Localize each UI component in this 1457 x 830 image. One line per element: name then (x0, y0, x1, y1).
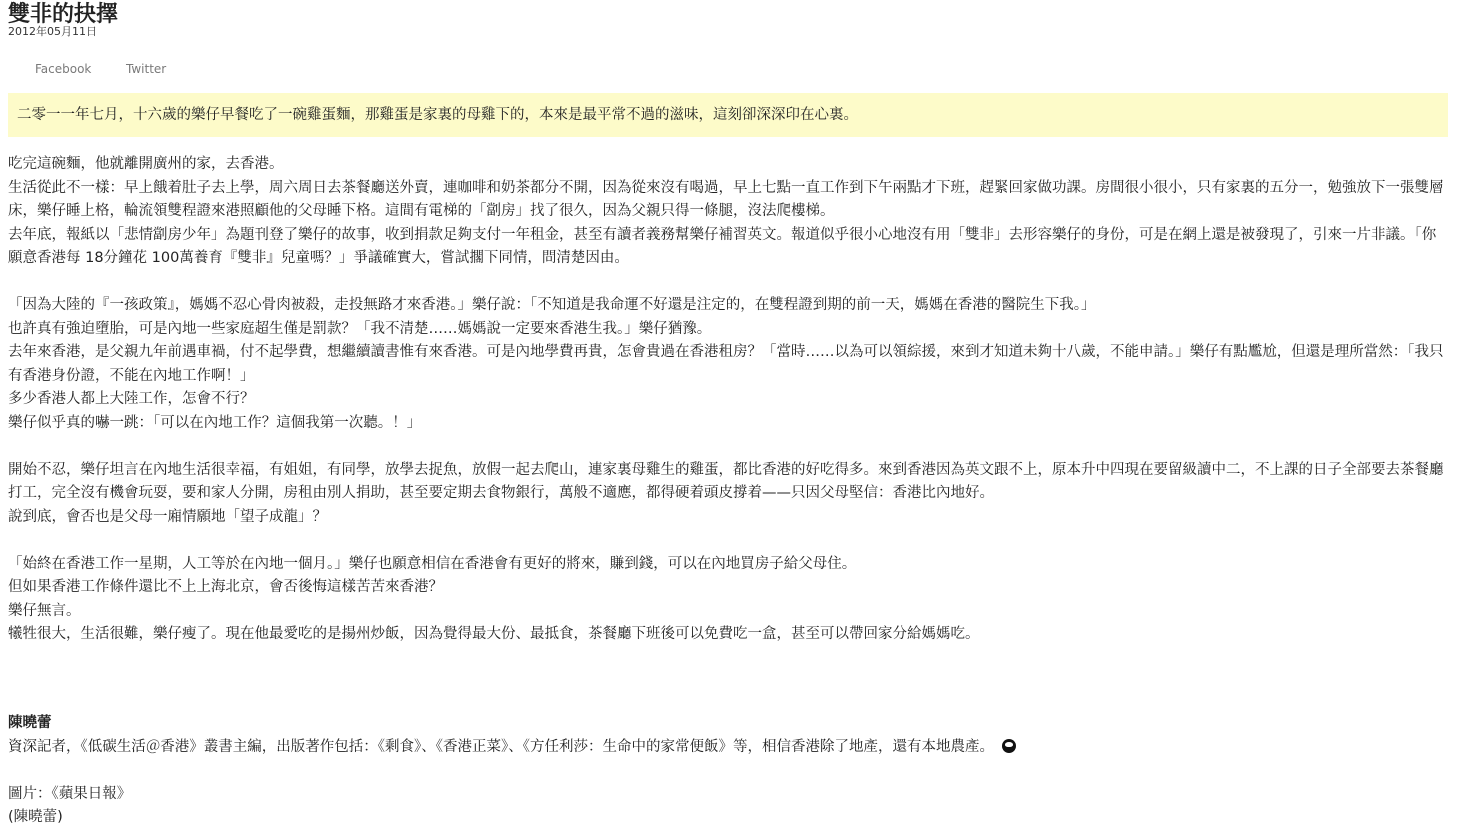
facebook-share-link[interactable]: Facebook (35, 62, 92, 76)
article-date: 2012年05月11日 (8, 25, 97, 38)
paragraph: 生活從此不一樣：早上餓着肚子去上學，周六周日去茶餐廳送外賣，連咖啡和奶茶都分不開，因為從來沒有喝過，早上七點一直工作到下午兩點才下班，趕緊回家做功課。房間很小很小，只有家裏的五分一，勉強放下一張雙層床，樂仔睡上格，輪流領雙程證來港照顧他的父母睡下格。這間有電梯的「劏房」找了很久，因為父親只得一條腿，沒法爬樓梯。 (8, 179, 1444, 219)
paragraph: 去年底，報紙以「悲情劏房少年」為題刊登了樂仔的故事，收到捐款足夠支付一年租金，甚至有讀者義務幫樂仔補習英文。報道似乎很小心地沒有用「雙非」去形容樂仔的身份，可是在網上還是被發現了，引來一片非議。「你願意香港每 18分鐘花 100萬養育『雙非』兒童嗎？」爭議確實大，嘗試擱下同情，問清楚因由。 (8, 226, 1437, 266)
smiley-icon (1002, 739, 1016, 753)
photographer-credit: (陳曉蕾) (8, 809, 63, 825)
paragraph: 樂仔似乎真的嚇一跳：「可以在內地工作？這個我第一次聽。！」 (8, 414, 422, 431)
image-credit: 圖片：《蘋果日報》 (8, 785, 132, 802)
paragraph: 但如果香港工作條件還比不上上海北京，會否後悔這樣苦苦來香港？ (8, 579, 443, 595)
spacer (8, 435, 1448, 459)
spacer (8, 759, 1448, 783)
author-section (8, 712, 1448, 830)
paragraph: 「因為大陸的『一孩政策』，媽媽不忍心骨肉被殺，走投無路才來香港。」樂仔說：「不知道是我命運不好還是注定的，在雙程證到期的前一天，媽媽在香港的醫院生下我。」 (8, 297, 1096, 313)
paragraph: 也許真有強迫墮胎，可是內地一些家庭超生僅是罰款？「我不清楚……媽媽說一定要來香港生我。」樂仔猶豫。 (8, 320, 712, 337)
article-title: 雙非的抉擇 (8, 1, 119, 27)
author-bio-line (8, 736, 1448, 760)
paragraph: 吃完這碗麵，他就離開廣州的家，去香港。 (8, 156, 284, 172)
paragraph: 「始終在香港工作一星期，人工等於在內地一個月。」樂仔也願意相信在香港會有更好的將來，賺到錢，可以在內地買房子給父母住。 (8, 555, 857, 572)
paragraph: 去年來香港，是父親九年前遇車禍，付不起學費，想繼續讀書惟有來香港。可是內地學費再貴，怎會貴過在香港租房？「當時……以為可以領綜援，來到才知道未夠十八歲，不能申請。」樂仔有點尷尬，但還是理所當然：「我只有香港身份證，不能在內地工作啊！」 (8, 344, 1444, 384)
article (8, 0, 1448, 825)
twitter-share-link[interactable]: Twitter (126, 62, 167, 76)
paragraph: 犧牲很大，生活很難，樂仔瘦了。現在他最愛吃的是揚州炒飯，因為覺得最大份、最抵食，茶餐廳下班後可以免費吃一盒，甚至可以帶回家分給媽媽吃。 (8, 626, 980, 642)
article-body (8, 153, 1448, 647)
spacer (8, 271, 1448, 295)
paragraph: 樂仔無言。 (8, 602, 81, 619)
spacer (8, 529, 1448, 553)
author-bio: 資深記者，《低碳生活＠香港》叢書主編，出版著作包括：《剩食》、《香港正菜》、《方任利莎：生命中的家常便飯》等，相信香港除了地產，還有本地農產。 (8, 738, 994, 755)
lead-highlight: 二零一一年七月，十六歲的樂仔早餐吃了一碗雞蛋麵，那雞蛋是家裏的母雞下的，本來是最平常不過的滋味，這刻卻深深印在心裏。 (8, 93, 1448, 137)
paragraph: 說到底，會否也是父母一廂情願地「望子成龍」？ (8, 508, 327, 525)
author-name: 陳曉蕾 (8, 715, 52, 731)
paragraph: 開始不忍，樂仔坦言在內地生活很幸福，有姐姐，有同學，放學去捉魚，放假一起去爬山，連家裏母雞生的雞蛋，都比香港的好吃得多。來到香港因為英文跟不上，原本升中四現在要留級讀中二，不上課的日子全部要去茶餐廳打工，完全沒有機會玩耍，要和家人分開，房租由別人捐助，甚至要定期去食物銀行，萬般不適應，都得硬着頭皮撐着——只因父母堅信：香港比內地好。 (8, 461, 1444, 501)
paragraph: 多少香港人都上大陸工作，怎會不行？ (8, 391, 255, 407)
